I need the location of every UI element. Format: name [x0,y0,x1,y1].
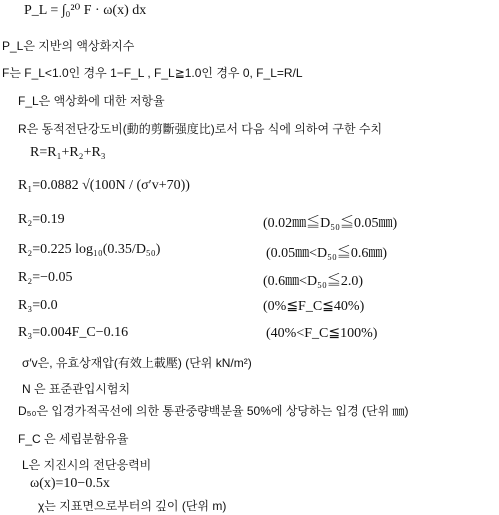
l-definition: L은 지진시의 전단응력비 [22,458,152,472]
sigma-definition: σ′v은, 유효상재압(有效上載壓) (단위 kN/m²) [22,356,252,370]
f-definition: F는 F_L<1.0인 경우 1−F_L , F_L≧1.0인 경우 0, F_L=R/L [2,66,303,80]
r2-condition-b: (0.05㎜<D₅₀≦0.6㎜) [266,246,388,261]
r2-condition-c: (0.6㎜<D₅₀≦2.0) [263,274,364,289]
r-sum-formula: R=R₁+R₂+R₃ [30,145,106,160]
pl-definition: P_L은 지반의 액상화지수 [2,39,135,53]
d50-definition: D₅₀은 입경가적곡선에 의한 통관중량백분율 50%에 상당하는 입경 (단위 ㎜) [18,404,409,418]
r2-formula-a: R₂=0.19 [18,212,65,227]
formula-pl: P_L = ∫₀²⁰ F · ω(x) dx [24,3,147,18]
r2-formula-c: R₂=−0.05 [18,270,73,285]
r-definition: R은 동적전단강도비(動的剪斷强度比)로서 다음 식에 의하여 구한 수치 [18,122,383,136]
r2-formula-b: R₂=0.225 log₁₀(0.35/D₅₀) [18,242,161,257]
n-definition: N 은 표준관입시험치 [22,382,131,396]
fl-definition: F_L은 액상화에 대한 저항율 [18,94,165,108]
r2-condition-a: (0.02㎜≦D₅₀≦0.05㎜) [263,216,398,231]
r3-condition-a: (0%≦F_C≦40%) [263,299,365,314]
r3-formula-b: R₃=0.004F_C−0.16 [18,325,129,340]
x-definition: χ는 지표면으로부터의 깊이 (단위 m) [38,499,227,513]
r1-formula: R₁=0.0882 √(100N / (σ′v+70)) [18,178,190,193]
fc-definition: F_C 은 세립분함유율 [18,432,129,446]
r3-formula-a: R₃=0.0 [18,298,58,313]
omega-formula: ω(x)=10−0.5x [30,476,110,491]
r3-condition-b: (40%<F_C≦100%) [266,326,378,341]
